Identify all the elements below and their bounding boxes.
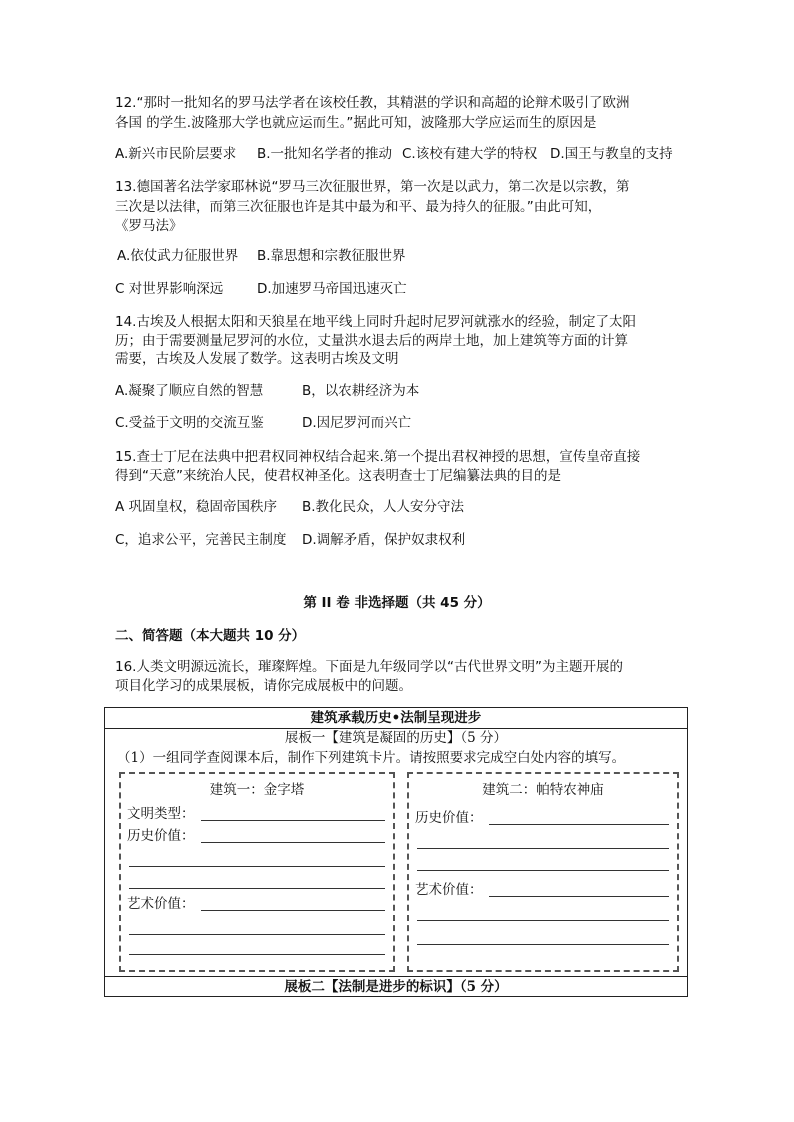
- card-parthenon-history-blank-1[interactable]: [489, 824, 669, 825]
- q12-option-b: B.一批知名学者的推动: [257, 146, 393, 162]
- q14-option-b: B，以农耕经济为本: [302, 383, 420, 399]
- q13-option-a: A.依仗武力征服世界: [117, 248, 239, 264]
- board-title: 建筑承载历史•法制呈现进步: [105, 708, 687, 729]
- card-pyramid-history-blank-3[interactable]: [129, 888, 385, 889]
- q15-line-2: 得到“天意”来统治人民，使君权神圣化。这表明查士丁尼编纂法典的目的是: [115, 468, 561, 484]
- card-parthenon-history-blank-2[interactable]: [417, 848, 669, 849]
- board-panel-1-title: 展板一【建筑是凝固的历史】（5 分）: [284, 730, 508, 746]
- card-pyramid-title: 建筑一：金字塔: [209, 782, 305, 798]
- q15-option-c: C，追求公平，完善民主制度: [115, 532, 287, 548]
- q12-line-1: 12.“那时一批知名的罗马法学者在该校任教，其精湛的学识和高超的论辩术吸引了欧洲: [115, 95, 630, 111]
- q15-option-b: B.教化民众，人人安分守法: [302, 499, 465, 515]
- q13-option-b: B.靠思想和宗教征服世界: [257, 248, 406, 264]
- card-pyramid: [119, 772, 395, 972]
- q13-option-d: D.加速罗马帝国迅速灭亡: [257, 281, 407, 297]
- card-pyramid-art-blank-1[interactable]: [201, 910, 385, 911]
- q15-option-a: A 巩固皇权，稳固帝国秩序: [115, 499, 278, 515]
- card-pyramid-art-blank-2[interactable]: [129, 934, 385, 935]
- card-pyramid-history-label: 历史价值：: [127, 828, 195, 844]
- card-parthenon-art-blank-2[interactable]: [417, 920, 669, 921]
- section-2-title: 二、简答题（本大题共 10 分）: [115, 628, 306, 644]
- part-2-title: 第 II 卷 非选择题（共 45 分）: [303, 595, 491, 611]
- card-parthenon: [407, 772, 679, 972]
- q13-line-2: 三次是以法律，而第三次征服也许是其中最为和平、最为持久的征服。”由此可知，: [115, 199, 602, 215]
- card-parthenon-history-blank-3[interactable]: [417, 870, 669, 871]
- q12-option-d: D.国王与教皇的支持: [550, 146, 673, 162]
- q14-line-2: 历；由于需要测量尼罗河的水位，丈量洪水退去后的两岸土地，加上建筑等方面的计算: [115, 333, 628, 349]
- q14-option-a: A.凝聚了顺应自然的智慧: [115, 383, 264, 399]
- q14-line-3: 需要，古埃及人发展了数学。这表明古埃及文明: [115, 351, 399, 367]
- card-parthenon-art-blank-1[interactable]: [489, 896, 669, 897]
- card-pyramid-type-label: 文明类型：: [127, 806, 195, 822]
- board-panel-2-title: 展板二【法制是进步的标识】（5 分）: [105, 976, 687, 998]
- card-pyramid-history-blank-1[interactable]: [201, 842, 385, 843]
- card-parthenon-history-label: 历史价值：: [415, 810, 483, 826]
- board-instruction: （1）一组同学查阅课本后，制作下列建筑卡片。请按照要求完成空白处内容的填写。: [117, 750, 626, 766]
- card-pyramid-history-blank-2[interactable]: [129, 866, 385, 867]
- q16-line-1: 16.人类文明源远流长，璀璨辉煌。下面是九年级同学以“古代世界文明”为主题开展的: [115, 659, 623, 675]
- card-pyramid-art-label: 艺术价值：: [127, 896, 195, 912]
- q13-line-1: 13.德国著名法学家耶林说“罗马三次征服世界，第一次是以武力，第二次是以宗教，第: [115, 179, 630, 195]
- q12-line-2: 各国 的学生.波隆那大学也就应运而生。”据此可知，波隆那大学应运而生的原因是: [115, 115, 597, 131]
- exhibition-board: [104, 707, 688, 997]
- q12-option-a: A.新兴市民阶层要求: [115, 146, 237, 162]
- card-parthenon-art-blank-3[interactable]: [417, 944, 669, 945]
- q15-option-d: D.调解矛盾，保护奴隶权利: [302, 532, 466, 548]
- q12-option-c: C.该校有建大学的特权: [402, 146, 538, 162]
- q15-line-1: 15.查士丁尼在法典中把君权同神权结合起来.第一个提出君权神授的思想，宣传皇帝直接: [115, 449, 641, 465]
- card-parthenon-title: 建筑二：帕特农神庙: [482, 782, 604, 798]
- q13-line-3: 《罗马法》: [115, 218, 183, 234]
- q14-option-d: D.因尼罗河而兴亡: [302, 415, 412, 431]
- q16-line-2: 项目化学习的成果展板，请你完成展板中的问题。: [115, 678, 412, 694]
- q13-option-c: C 对世界影响深远: [115, 281, 224, 297]
- q14-line-1: 14.古埃及人根据太阳和天狼星在地平线上同时升起时尼罗河就涨水的经验，制定了太阳: [115, 314, 636, 330]
- card-pyramid-type-blank[interactable]: [201, 820, 385, 821]
- card-parthenon-art-label: 艺术价值：: [415, 882, 483, 898]
- q14-option-c: C.受益于文明的交流互鉴: [115, 415, 264, 431]
- card-pyramid-art-blank-3[interactable]: [129, 954, 385, 955]
